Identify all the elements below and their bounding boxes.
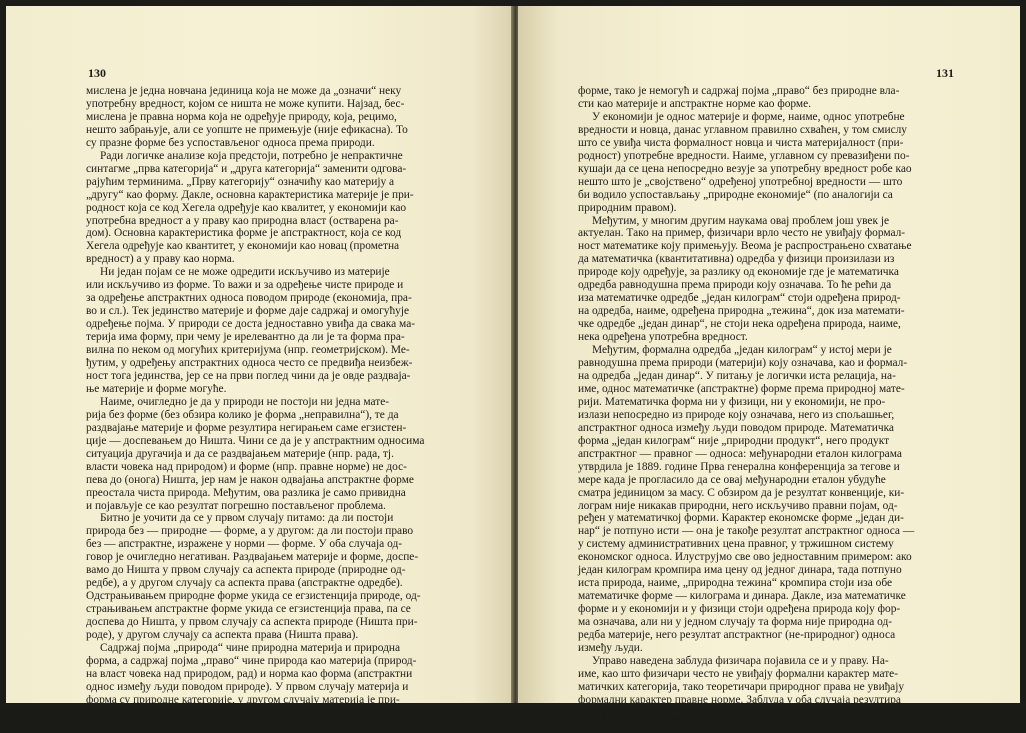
text-line: да математичка (квантитативна) одредба у физици произилази из: [578, 253, 895, 266]
text-line: ма означава, али ни у једном случају та форма није природна од-: [578, 616, 893, 629]
text-line: форме и у економији и у физици стоји одређена природа коју фор-: [578, 603, 901, 616]
text-line: форма, а садржај појма „право“ чине природа као материја (природ-: [86, 654, 417, 667]
text-line: Хегела одређује као квантитет, у економији као новац (прометна: [86, 240, 400, 253]
text-line: већивањем логичких категорија „материја“ и „садржај“). Човек се: [578, 719, 899, 732]
text-line: непосредним одређењем формалних категорија из природе (поисто-: [578, 706, 909, 719]
text-line: во и сл.). Тек јединство материје и форме даје садржај и омогућује: [86, 305, 410, 318]
text-line: актуелан. Тако на пример, физичари врло често не увиђају формал-: [578, 227, 906, 240]
page-number: 131: [936, 66, 954, 80]
text-line: рија без форме (без обзира колико је форма „неправилна“), те да: [86, 408, 399, 421]
text-line: ситуација другачија и да се раздвајањем материје (нпр. рада, тј.: [86, 447, 394, 460]
text-line: У економији је однос материје и форме, наиме, однос употребне: [592, 110, 905, 123]
text-line: родност која се код Хегела одређује као квалитет, у економији као: [86, 201, 407, 214]
text-line: матичких категорија, тако теоретичари природног права не увиђају: [578, 680, 905, 693]
text-line: име, однос математичке (апстрактне) форме према природној мате-: [578, 382, 905, 395]
text-line: на одредба „један динар“. У питању је логички иста релација, на-: [578, 369, 896, 382]
text-line: Ни један појам се не може одредити искључиво из материје: [100, 266, 390, 279]
text-line: Садржај појма „природа“ чине природна материја и природна: [100, 641, 401, 654]
text-line: мере када је прогласило да се овај међународни еталон убудуће: [578, 473, 886, 486]
paragraph: [578, 215, 975, 345]
text-line: мислена је правна норма која не одређује природу, која, рецимо,: [86, 110, 397, 123]
paragraph: [578, 85, 975, 111]
text-line: терија има форму, при чему је ирелевантно да ли је та форма пра-: [86, 331, 405, 344]
text-line: за одређење апстрактних односа поводом природе (економија, пра-: [86, 292, 412, 305]
paragraph: [578, 111, 975, 215]
text-line: формални карактер правне норме. Заблуда у оба случаја резултира: [578, 693, 901, 706]
text-line: на одредба, наиме, одређена природна „тежина“, док иза математи-: [578, 305, 905, 318]
page-number: 130: [88, 66, 106, 80]
text-line: нека одређена употребна вредност.: [578, 331, 748, 344]
text-line: ђутим, у одређењу апстрактних односа често се предвиђа неизбеж-: [86, 357, 413, 370]
text-line: на власт човека над природом, рад) и норма као форма (апстрактни: [86, 667, 413, 680]
text-line: рајућим терминима. „Прву категорију“ означићу као материју а: [86, 175, 395, 188]
paragraph: [86, 266, 484, 396]
text-line: синтагме „прва категорија“ и „друга категорија“ заменити одгова-: [86, 162, 407, 175]
text-line: нешто што је „својствено“ одређеној употребној вредности — што: [578, 175, 903, 188]
text-line: доспева до Ништа, у првом случају са аспекта природе (Ништа при-: [86, 616, 418, 629]
text-line: говор је очигледно негативан. Раздвајањем материје и форме, доспе-: [86, 551, 419, 564]
text-line: вредности и новца, данас углавном правилно схваћен, у том смислу: [578, 123, 907, 136]
paragraph: [86, 85, 484, 150]
text-line: вредност) а у праву као норма.: [86, 253, 235, 266]
text-line: „другу“ као форму. Дакле, основна карактеристика материје је при-: [86, 188, 414, 201]
page-body-text: [86, 85, 484, 733]
text-line: би водило успостављању „природне економије“ (по аналогији са: [578, 188, 893, 201]
text-line: вилна по неком од могућих критеријума (нпр. геометријском). Ме-: [86, 344, 410, 357]
text-line: утврдила је 1889. године Прва генерална конференција за тегове и: [578, 460, 900, 473]
text-line: између људи.: [578, 641, 643, 654]
paragraph: [578, 344, 975, 655]
text-line: рији. Математичка форма ни у физици, ни у економији, не про-: [578, 395, 886, 408]
text-line: ност математике коју примењују. Веома је распрострањено схватање: [578, 240, 912, 253]
text-line: у систему административних цена правног, у тржишном систему: [578, 538, 894, 551]
text-line: иза математичке одредбе „један килограм“ стоји одређена природ-: [578, 292, 901, 305]
text-line: ност тога јединства, јер се на први поглед чини да је овде раздваја-: [86, 369, 411, 382]
text-line: Међутим, у многим другим наукама овај проблем још увек је: [592, 214, 890, 227]
text-line: су празне форме без успостављеног односа према природи.: [86, 136, 375, 149]
text-line: чке одредбе „један динар“, не стоји нека одређена природа, наиме,: [578, 318, 901, 331]
text-line: Ради логичке анализе која предстоји, потребно је непрактичне: [100, 149, 403, 162]
paragraph: [86, 642, 484, 733]
text-line: држај појма „природа“ без јединства природне материје и природне: [86, 719, 415, 732]
text-line: власти човека над природом) и форме (нпр. правне норме) не дос-: [86, 460, 407, 473]
left-page: [6, 6, 513, 732]
text-line: Наиме, очигледно је да у природи не постоји ни једна мате-: [100, 395, 390, 408]
text-line: природе коју одређује, за разлику од економије где је математичка: [578, 266, 899, 279]
text-line: економског односа. Илуструјмо све ово једноставним примером: ако: [578, 551, 912, 564]
text-line: роде), у другом случају са аспекта права (Ништа права).: [86, 629, 359, 642]
text-line: један килограм кромпира има цену од једног динара, тада потпуно: [578, 564, 902, 577]
text-line: родност) употребне вредности. Наиме, углавном су превазиђени по-: [578, 149, 910, 162]
text-line: лограм није никакав природни, него искључиво правни појам, од-: [578, 499, 898, 512]
text-line: нешто забрањује, али се уопште не примењује (није ефикасна). То: [86, 123, 408, 136]
text-line: иста природа, наиме, „природна тежина“ кромпира стоји иза обе: [578, 577, 893, 590]
text-line: Управо наведена заблуда физичара појавила се и у праву. На-: [592, 654, 889, 667]
text-line: природа без — природне — форме, а у другом: да ли постоји право: [86, 525, 414, 538]
text-line: страњивањем апстрактне форме укида се егзистенција права, па се: [86, 603, 411, 616]
text-line: редба материје, него резултат апстрактног (не-природног) односа: [578, 629, 896, 642]
paragraph: [578, 655, 975, 733]
text-line: природним правом).: [578, 201, 677, 214]
text-line: и појављује се као резултат погрешно постављеног проблема.: [86, 499, 386, 512]
text-line: или искључиво из форме. То важи и за одређење чисте природе и: [86, 279, 404, 292]
text-line: без — апстрактне, изражене у норми — форме. У оба случаја од-: [86, 538, 403, 551]
text-line: апстрактног односа између људи поводом природе. Математичка: [578, 421, 894, 434]
text-line: нар“ је потпуно исти — она је такође резултат апстрактног односа —: [578, 525, 915, 538]
text-line: употребна вредност а у праву као природна власт (остварена ра-: [86, 214, 399, 227]
text-line: рода а форма апстрактна категорија. И као што је немогућ са-: [86, 706, 385, 719]
text-line: дом). Основна карактеристика форме је апстрактност, која се код: [86, 227, 402, 240]
text-line: излази непосредно из природе коју означава, него из спољашњег,: [578, 408, 895, 421]
text-line: редбе), а у другом случају са аспекта права (апстрактне одредбе).: [86, 577, 403, 590]
text-line: мислена је једна новчана јединица која не може да „означи“ неку: [86, 85, 402, 97]
text-line: Одстрањивањем природне форме укида се егзистенција природе, од-: [86, 590, 421, 603]
text-line: употребну вредност, којом се ништа не може купити. Најзад, бес-: [86, 97, 405, 110]
text-line: апстрактног — правног — односа: међународни еталон килограма: [578, 447, 902, 460]
text-line: форма су природне категорије, у другом случају материја је при-: [86, 693, 400, 706]
text-line: математичке форме — килограма и динара. Дакле, иза математичке: [578, 590, 906, 603]
page-body-text: [578, 85, 975, 733]
paragraph: [86, 396, 484, 513]
text-line: одредба равнодушна према природи коју означава. То ће рећи да: [578, 279, 892, 292]
text-line: ције — доспевањем до Ништа. Чини се да је у апстрактним односима: [86, 434, 425, 447]
text-line: Међутим, формална одредба „један килограм“ у истој мери је: [592, 344, 892, 357]
text-line: равнодушна према природи (материји) коју означава, као и формал-: [578, 357, 908, 370]
text-line: пева до (онога) Ништа, јер нам је након одвајања апстрактне форме: [86, 473, 414, 486]
text-line: ређен у математичкој форми. Карактер економске форме „један ди-: [578, 512, 904, 525]
text-line: вамо до Ништа у првом случају са аспекта природе (природне од-: [86, 564, 406, 577]
text-line: Битно је уочити да се у првом случају питамо: да ли постоји: [100, 512, 394, 525]
text-line: раздвајање материје и форме резултира негирањем саме егзистен-: [86, 421, 407, 434]
text-line: форма „један килограм“ није „природни продукт“, него продукт: [578, 434, 890, 447]
text-line: однос између људи поводом природе). У првом случају материја и: [86, 680, 409, 693]
text-line: сматра јединицом за масу. С обзиром да је резултат конвенције, ки-: [578, 486, 905, 499]
paragraph: [86, 512, 484, 642]
text-line: форме, тако је немогућ и садржај појма „право“ без природне вла-: [578, 85, 900, 97]
text-line: сти као материје и апстрактне норме као форме.: [578, 97, 812, 110]
paragraph: [86, 150, 484, 267]
text-line: име, као што физичари често не увиђају формални карактер мате-: [578, 667, 899, 680]
text-line: кушаји да се цена непосредно везује за употребну вредност робе као: [578, 162, 912, 175]
text-line: преостала чиста природа. Међутим, ова разлика је само привидна: [86, 486, 406, 499]
right-page: [518, 6, 1020, 732]
text-line: ње материје и форме могуће.: [86, 382, 227, 395]
text-line: што се увиђа чиста формалност новца и чиста материјалност (при-: [578, 136, 904, 149]
text-line: одређење појма. У природи се доста једноставно увиђа да свака ма-: [86, 318, 416, 331]
